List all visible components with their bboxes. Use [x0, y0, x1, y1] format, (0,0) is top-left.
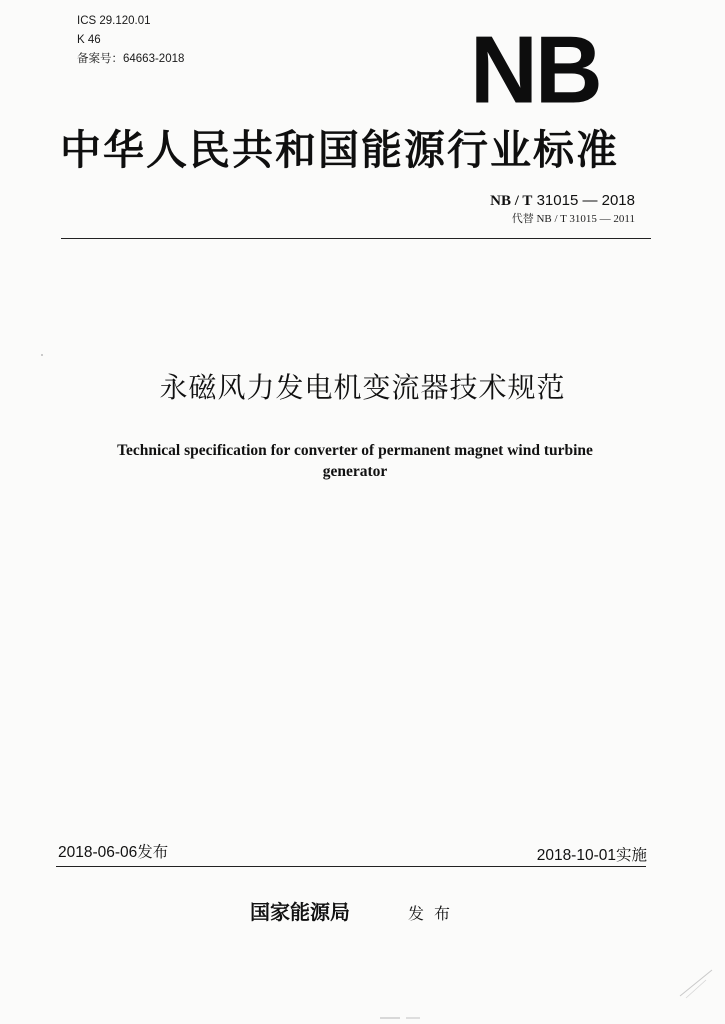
nb-logo: NB: [470, 15, 600, 123]
document-title-chinese: 永磁风力发电机变流器技术规范: [159, 371, 566, 404]
replaces-standard: 代替 NB / T 31015 — 2011: [511, 213, 635, 225]
scan-artifact-smudge: [380, 1016, 440, 1020]
footer-divider: [56, 866, 646, 867]
effective-date: 2018-10-01实施: [536, 847, 647, 864]
scan-speck: [41, 354, 43, 356]
scan-artifact-mark: [676, 966, 716, 1000]
industry-standard-title: 中华人民共和国能源行业标准: [60, 126, 619, 174]
ics-code: ICS 29.120.01: [77, 15, 151, 27]
publisher-name: 国家能源局: [250, 900, 350, 924]
standard-prefix: NB / T: [490, 193, 533, 209]
header-divider: [61, 238, 651, 239]
publish-label: 发布: [408, 904, 461, 923]
standard-number: [490, 192, 635, 210]
ccs-code: K 46: [77, 34, 101, 46]
document-title-english: Technical specification for converter of permanent magnet wind turbine generator: [117, 442, 593, 480]
standard-code: 31015 — 2018: [532, 192, 635, 209]
issue-date: 2018-06-06发布: [58, 844, 169, 861]
filing-number: 备案号：64663-2018: [77, 53, 185, 65]
classification-block: [77, 12, 184, 69]
